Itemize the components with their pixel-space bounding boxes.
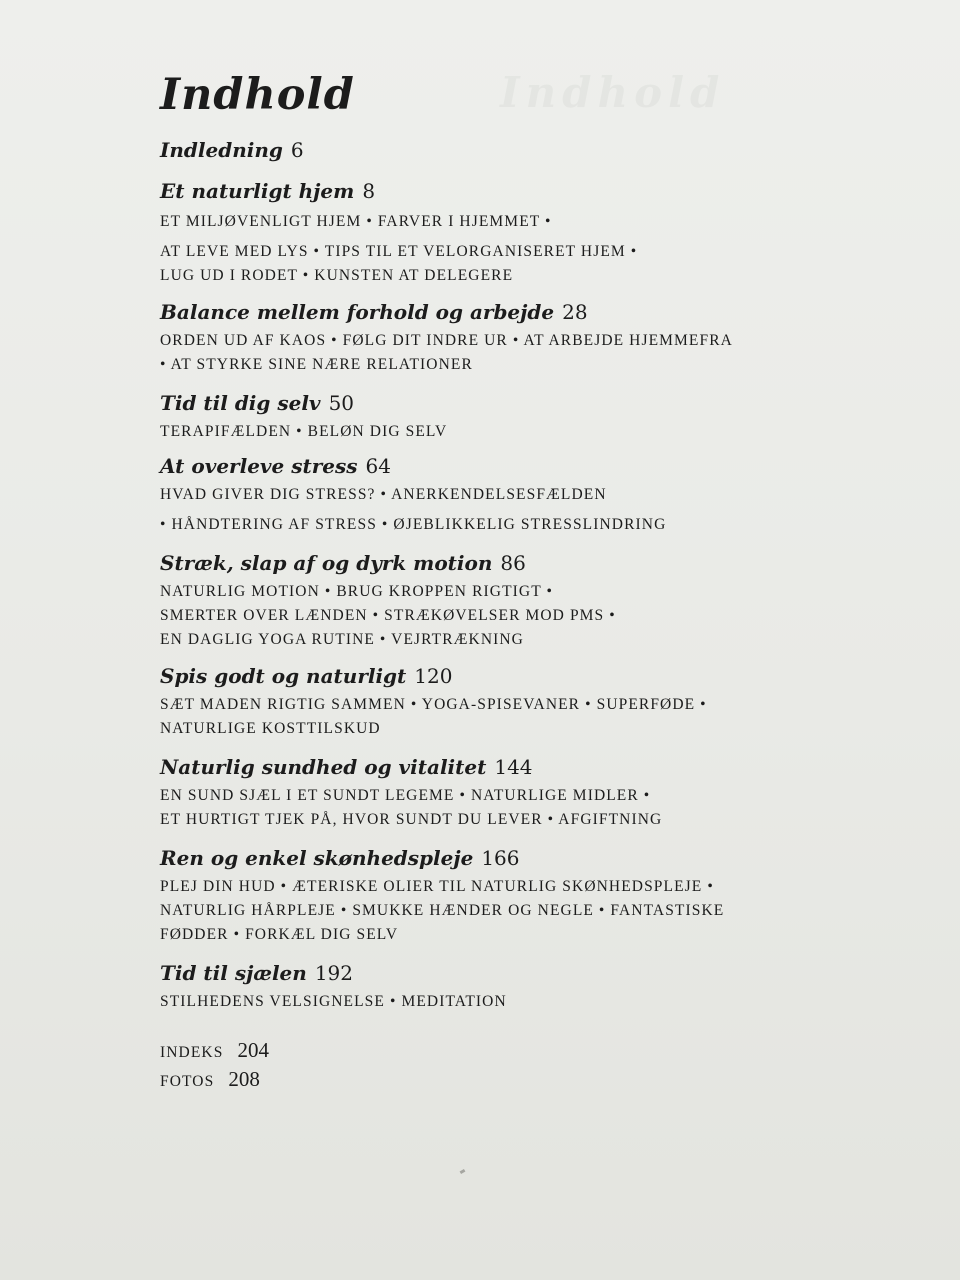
chapter-heading: [160, 551, 920, 576]
toc-chapter-naturlig-sundhed: [160, 755, 920, 832]
back-matter-index: [160, 1036, 920, 1065]
paper-speck: [460, 1169, 466, 1174]
chapter-heading: [160, 391, 920, 416]
chapter-title: Et naturligt hjem: [160, 178, 355, 203]
chapter-subtopics: NATURLIGE KOSTTILSKUD: [160, 719, 381, 737]
toc-chapter-straek: [160, 551, 920, 652]
chapter-page-number: 64: [365, 453, 391, 478]
chapter-subtopics: EN SUND SJÆL I ET SUNDT LEGEME • NATURLIGE MIDLER •: [160, 786, 651, 804]
chapter-page-number: 6: [290, 137, 304, 162]
chapter-title: Ren og enkel skønhedspleje: [160, 845, 474, 870]
chapter-subtopics: ET HURTIGT TJEK PÅ, HVOR SUNDT DU LEVER • AFGIFTNING: [160, 810, 663, 828]
toc-chapter-at-overleve-stress: [160, 454, 920, 537]
chapter-subtopics: PLEJ DIN HUD • ÆTERISKE OLIER TIL NATURLIG SKØNHEDSPLEJE •: [160, 877, 714, 895]
chapter-heading: [160, 454, 920, 479]
back-matter-label: FOTOS: [160, 1072, 215, 1090]
chapter-heading: [160, 138, 920, 163]
back-matter-label: INDEKS: [160, 1043, 224, 1061]
chapter-title: Spis godt og naturligt: [160, 663, 407, 688]
chapter-heading: [160, 846, 920, 871]
toc-chapter-tid-til-sjaelen: [160, 961, 920, 1014]
toc-chapter-indledning: [160, 138, 920, 163]
chapter-subtopics: AT LEVE MED LYS • TIPS TIL ET VELORGANISERET HJEM •: [160, 242, 638, 260]
chapter-subtopics: ORDEN UD AF KAOS • FØLG DIT INDRE UR • AT ARBEJDE HJEMMEFRA: [160, 331, 733, 349]
chapter-subtopics: NATURLIG MOTION • BRUG KROPPEN RIGTIGT •: [160, 582, 553, 600]
chapter-title: Tid til dig selv: [160, 390, 321, 415]
page-title: Indhold: [160, 70, 355, 120]
toc-chapter-et-naturligt-hjem: [160, 179, 920, 288]
chapter-page-number: 50: [328, 390, 355, 415]
chapter-subtopics: HVAD GIVER DIG STRESS? • ANERKENDELSESFÆLDEN: [160, 485, 607, 503]
chapter-title: Tid til sjælen: [160, 960, 307, 985]
chapter-page-number: 28: [562, 299, 588, 324]
chapter-subtopics: NATURLIG HÅRPLEJE • SMUKKE HÆNDER OG NEGLE • FANTASTISKE: [160, 901, 725, 919]
chapter-subtopics: • AT STYRKE SINE NÆRE RELATIONER: [160, 355, 473, 373]
chapter-title: Stræk, slap af og dyrk motion: [160, 550, 493, 575]
chapter-heading: [160, 755, 920, 780]
chapter-subtopics: SÆT MADEN RIGTIG SAMMEN • YOGA-SPISEVANER • SUPERFØDE •: [160, 695, 707, 713]
back-matter-page-number: 208: [228, 1066, 260, 1091]
chapter-title: At overleve stress: [160, 453, 358, 478]
chapter-page-number: 144: [494, 754, 533, 779]
chapter-subtopics: SMERTER OVER LÆNDEN • STRÆKØVELSER MOD PMS •: [160, 606, 616, 624]
chapter-heading: [160, 300, 920, 325]
chapter-title: Balance mellem forhold og arbejde: [160, 299, 555, 324]
back-matter-page-number: 204: [237, 1037, 269, 1062]
chapter-subtopics: EN DAGLIG YOGA RUTINE • VEJRTRÆKNING: [160, 630, 524, 648]
chapter-page-number: 86: [500, 550, 526, 575]
toc-chapter-tid-til-dig-selv: [160, 391, 920, 444]
chapter-subtopics: • HÅNDTERING AF STRESS • ØJEBLIKKELIG STRESSLINDRING: [160, 515, 667, 533]
chapter-page-number: 166: [481, 845, 520, 870]
chapter-subtopics: STILHEDENS VELSIGNELSE • MEDITATION: [160, 992, 507, 1010]
chapter-page-number: 120: [414, 663, 453, 688]
back-matter: [160, 1036, 920, 1094]
chapter-subtopics: ET MILJØVENLIGT HJEM • FARVER I HJEMMET •: [160, 212, 552, 230]
chapter-page-number: 192: [314, 960, 354, 985]
chapter-page-number: 8: [362, 178, 376, 203]
back-matter-photos: [160, 1065, 920, 1094]
chapter-title: Indledning: [160, 137, 283, 162]
chapter-heading: [160, 664, 920, 689]
chapter-subtopics: LUG UD I RODET • KUNSTEN AT DELEGERE: [160, 266, 514, 284]
chapter-heading: [160, 179, 920, 204]
table-of-contents: [160, 60, 920, 1094]
chapter-title: Naturlig sundhed og vitalitet: [160, 754, 487, 779]
toc-chapter-balance: [160, 300, 920, 377]
chapter-heading: [160, 961, 920, 986]
chapter-subtopics: FØDDER • FORKÆL DIG SELV: [160, 925, 399, 943]
toc-chapter-ren-og-enkel: [160, 846, 920, 947]
chapter-subtopics: TERAPIFÆLDEN • BELØN DIG SELV: [160, 422, 448, 440]
toc-chapter-spis-godt: [160, 664, 920, 741]
